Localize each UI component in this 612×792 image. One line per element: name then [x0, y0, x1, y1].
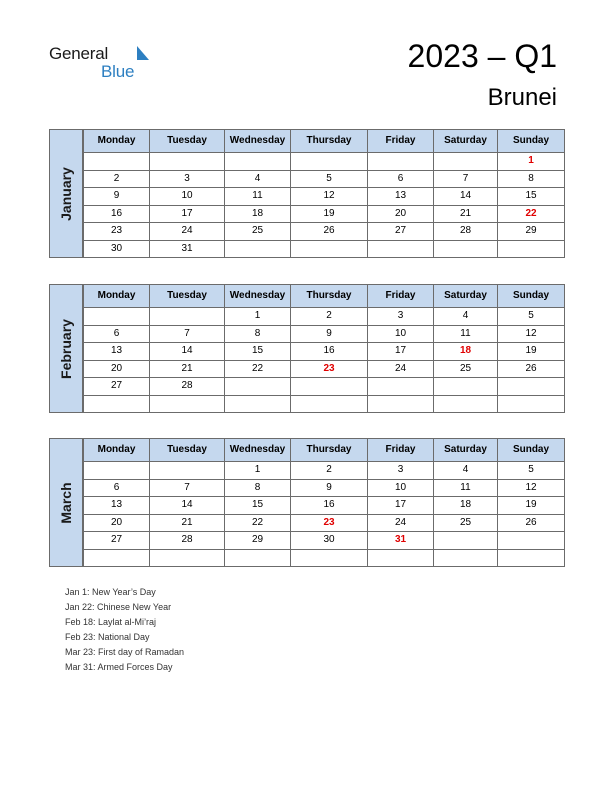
day-cell — [84, 308, 150, 326]
weekday-header: Monday — [84, 285, 150, 308]
day-cell — [498, 240, 565, 258]
day-cell — [434, 395, 498, 413]
week-row — [84, 308, 565, 326]
country-name: Brunei — [487, 84, 557, 111]
day-cell: 3 — [150, 170, 225, 188]
day-cell: 27 — [84, 532, 150, 550]
logo-triangle-icon — [137, 46, 149, 62]
day-cell: 4 — [434, 462, 498, 480]
logo — [49, 44, 149, 84]
day-cell: 14 — [150, 343, 225, 361]
week-row — [84, 462, 565, 480]
day-cell: 26 — [498, 360, 565, 378]
day-cell: 10 — [368, 325, 434, 343]
week-row — [84, 497, 565, 515]
day-cell: 28 — [150, 378, 225, 396]
weekday-header: Sunday — [498, 285, 565, 308]
day-cell: 4 — [434, 308, 498, 326]
day-cell: 17 — [368, 497, 434, 515]
weekday-header: Saturday — [434, 130, 498, 153]
month-grid — [83, 129, 565, 258]
month-label — [49, 129, 83, 258]
day-cell — [291, 549, 368, 567]
day-cell — [291, 240, 368, 258]
day-cell: 21 — [150, 514, 225, 532]
week-row — [84, 188, 565, 206]
day-cell: 25 — [434, 360, 498, 378]
weekday-header: Tuesday — [150, 285, 225, 308]
day-cell — [368, 240, 434, 258]
day-cell: 15 — [225, 497, 291, 515]
day-cell: 16 — [291, 497, 368, 515]
day-cell: 1 — [225, 462, 291, 480]
day-cell: 12 — [498, 325, 565, 343]
day-cell: 8 — [498, 170, 565, 188]
week-row — [84, 479, 565, 497]
day-cell: 28 — [150, 532, 225, 550]
day-cell — [291, 395, 368, 413]
day-cell: 14 — [150, 497, 225, 515]
day-cell — [434, 549, 498, 567]
holiday-note: Mar 31: Armed Forces Day — [65, 662, 173, 672]
day-cell — [150, 462, 225, 480]
day-cell — [225, 395, 291, 413]
day-cell: 24 — [368, 514, 434, 532]
weekday-header: Wednesday — [225, 285, 291, 308]
day-cell: 13 — [84, 343, 150, 361]
logo-blue: Blue — [101, 62, 135, 81]
holiday-notes — [65, 585, 184, 675]
day-cell: 9 — [291, 325, 368, 343]
week-row — [84, 153, 565, 171]
day-cell: 21 — [150, 360, 225, 378]
holiday-note: Feb 18: Laylat al-Mi’raj — [65, 617, 157, 627]
day-cell: 7 — [150, 325, 225, 343]
day-cell — [434, 378, 498, 396]
day-cell: 2 — [291, 462, 368, 480]
week-row — [84, 378, 565, 396]
day-cell — [84, 462, 150, 480]
day-cell: 6 — [84, 325, 150, 343]
day-cell — [368, 549, 434, 567]
week-row — [84, 549, 565, 567]
day-cell: 4 — [225, 170, 291, 188]
day-cell: 22 — [225, 360, 291, 378]
day-cell — [498, 532, 565, 550]
day-cell — [150, 153, 225, 171]
day-cell: 18 — [434, 343, 498, 361]
holiday-note: Jan 1: New Year’s Day — [65, 587, 156, 597]
day-cell — [291, 153, 368, 171]
holiday-note: Mar 23: First day of Ramadan — [65, 647, 185, 657]
week-row — [84, 532, 565, 550]
day-cell: 6 — [84, 479, 150, 497]
day-cell: 20 — [84, 360, 150, 378]
day-cell: 2 — [291, 308, 368, 326]
day-cell: 26 — [291, 223, 368, 241]
day-cell — [368, 378, 434, 396]
day-cell: 29 — [498, 223, 565, 241]
day-cell: 31 — [368, 532, 434, 550]
day-cell: 29 — [225, 532, 291, 550]
day-cell: 11 — [434, 479, 498, 497]
weekday-header: Tuesday — [150, 439, 225, 462]
weekday-header: Thursday — [291, 439, 368, 462]
day-cell — [434, 153, 498, 171]
month-name: March — [58, 481, 74, 524]
weekday-header: Saturday — [434, 439, 498, 462]
week-row — [84, 205, 565, 223]
day-cell — [498, 549, 565, 567]
week-row — [84, 223, 565, 241]
day-cell: 14 — [434, 188, 498, 206]
day-cell: 28 — [434, 223, 498, 241]
day-cell — [225, 240, 291, 258]
day-cell: 19 — [498, 497, 565, 515]
day-cell: 17 — [368, 343, 434, 361]
day-cell — [498, 395, 565, 413]
weekday-header: Wednesday — [225, 130, 291, 153]
day-cell: 23 — [84, 223, 150, 241]
day-cell — [434, 240, 498, 258]
day-cell: 18 — [434, 497, 498, 515]
weekday-header: Monday — [84, 439, 150, 462]
day-cell: 11 — [434, 325, 498, 343]
weekday-header: Tuesday — [150, 130, 225, 153]
day-cell: 25 — [225, 223, 291, 241]
day-cell: 2 — [84, 170, 150, 188]
day-cell: 3 — [368, 462, 434, 480]
weekday-header: Friday — [368, 285, 434, 308]
day-cell — [291, 378, 368, 396]
day-cell: 1 — [225, 308, 291, 326]
day-cell: 31 — [150, 240, 225, 258]
week-row — [84, 360, 565, 378]
week-row — [84, 240, 565, 258]
day-cell: 9 — [291, 479, 368, 497]
day-cell — [84, 395, 150, 413]
day-cell — [84, 153, 150, 171]
day-cell: 8 — [225, 479, 291, 497]
day-cell: 16 — [291, 343, 368, 361]
week-row — [84, 343, 565, 361]
weekday-header: Monday — [84, 130, 150, 153]
day-cell: 22 — [225, 514, 291, 532]
day-cell — [84, 549, 150, 567]
day-cell: 7 — [150, 479, 225, 497]
day-cell: 13 — [368, 188, 434, 206]
day-cell: 19 — [291, 205, 368, 223]
day-cell: 18 — [225, 205, 291, 223]
day-cell — [368, 395, 434, 413]
day-cell: 30 — [291, 532, 368, 550]
day-cell — [225, 153, 291, 171]
weekday-header: Friday — [368, 130, 434, 153]
month-label — [49, 438, 83, 567]
day-cell: 12 — [291, 188, 368, 206]
holiday-note: Feb 23: National Day — [65, 632, 150, 642]
day-cell: 10 — [150, 188, 225, 206]
month-grid — [83, 284, 565, 413]
day-cell: 5 — [498, 462, 565, 480]
month-grid — [83, 438, 565, 567]
day-cell: 22 — [498, 205, 565, 223]
day-cell: 5 — [498, 308, 565, 326]
day-cell: 25 — [434, 514, 498, 532]
month-name: February — [58, 318, 74, 379]
month-label — [49, 284, 83, 413]
day-cell — [150, 549, 225, 567]
month-name: January — [58, 166, 74, 221]
day-cell: 30 — [84, 240, 150, 258]
day-cell: 27 — [84, 378, 150, 396]
weekday-header: Thursday — [291, 285, 368, 308]
page-title: 2023 – Q1 — [407, 38, 557, 74]
week-row — [84, 325, 565, 343]
day-cell — [225, 378, 291, 396]
day-cell: 24 — [368, 360, 434, 378]
day-cell: 1 — [498, 153, 565, 171]
day-cell: 5 — [291, 170, 368, 188]
day-cell: 23 — [291, 360, 368, 378]
day-cell: 3 — [368, 308, 434, 326]
weekday-header: Sunday — [498, 130, 565, 153]
day-cell: 15 — [225, 343, 291, 361]
weekday-header: Wednesday — [225, 439, 291, 462]
week-row — [84, 514, 565, 532]
day-cell: 10 — [368, 479, 434, 497]
weekday-header: Sunday — [498, 439, 565, 462]
day-cell: 27 — [368, 223, 434, 241]
day-cell: 21 — [434, 205, 498, 223]
day-cell: 15 — [498, 188, 565, 206]
day-cell — [150, 308, 225, 326]
day-cell: 8 — [225, 325, 291, 343]
day-cell: 11 — [225, 188, 291, 206]
day-cell: 13 — [84, 497, 150, 515]
day-cell: 26 — [498, 514, 565, 532]
weekday-header: Thursday — [291, 130, 368, 153]
day-cell — [434, 532, 498, 550]
day-cell — [498, 378, 565, 396]
day-cell: 20 — [368, 205, 434, 223]
logo-general: General — [49, 44, 109, 63]
day-cell: 6 — [368, 170, 434, 188]
day-cell: 7 — [434, 170, 498, 188]
day-cell — [150, 395, 225, 413]
day-cell: 16 — [84, 205, 150, 223]
day-cell: 12 — [498, 479, 565, 497]
day-cell — [368, 153, 434, 171]
day-cell: 9 — [84, 188, 150, 206]
day-cell: 23 — [291, 514, 368, 532]
day-cell: 17 — [150, 205, 225, 223]
week-row — [84, 170, 565, 188]
day-cell — [225, 549, 291, 567]
holiday-note: Jan 22: Chinese New Year — [65, 602, 172, 612]
day-cell: 19 — [498, 343, 565, 361]
day-cell: 24 — [150, 223, 225, 241]
day-cell: 20 — [84, 514, 150, 532]
weekday-header: Friday — [368, 439, 434, 462]
week-row — [84, 395, 565, 413]
weekday-header: Saturday — [434, 285, 498, 308]
